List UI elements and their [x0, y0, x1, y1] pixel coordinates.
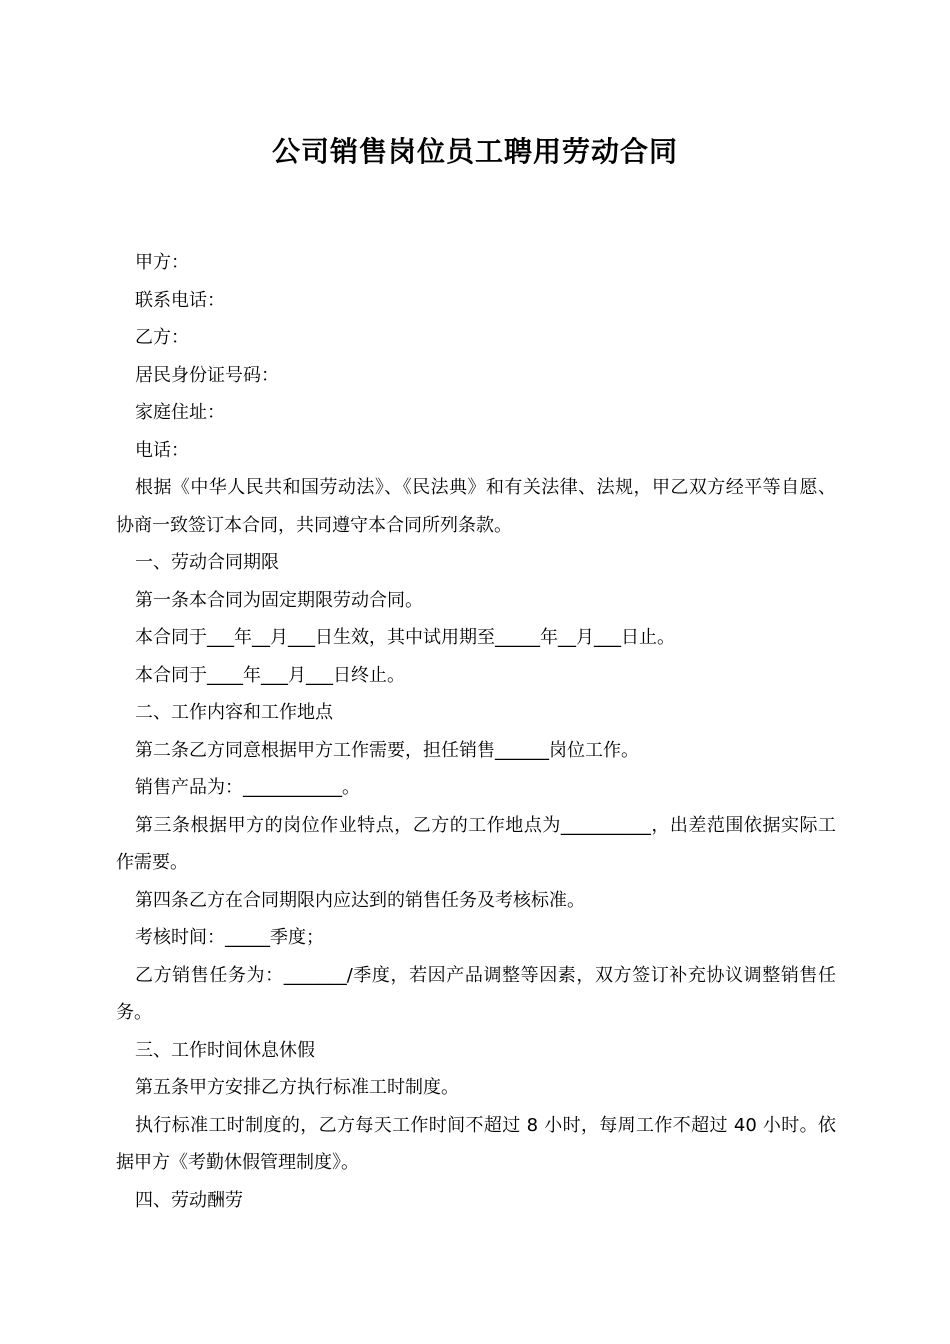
- article-5: 第五条甲方安排乙方执行标准工时制度。: [135, 1077, 459, 1098]
- standard-hours-paragraph: 执行标准工时制度的，乙方每天工作时间不超过 8 小时，每周工作不超过 40 小时。依据甲方《考勤休假管理制度》。: [116, 1114, 836, 1173]
- article-4: 第四条乙方在合同期限内应达到的销售任务及考核标准。: [135, 889, 585, 911]
- section-heading-remuneration: 四、劳动酬劳: [135, 1189, 243, 1211]
- section-heading-work: 二、工作内容和工作地点: [135, 702, 333, 723]
- document-title: 公司销售岗位员工聘用劳动合同: [271, 135, 678, 168]
- id-number-field: 居民身份证号码：: [135, 364, 279, 386]
- sales-target-line: 乙方销售任务为：_______/季度，若因产品调整等因素，双方签订补充协议调整销售任务。: [116, 964, 836, 1023]
- section-heading-hours: 三、工作时间休息休假: [135, 1039, 315, 1061]
- party-b-field: 乙方：: [135, 327, 189, 348]
- preamble-paragraph: 根据《中华人民共和国劳动法》、《民法典》和有关法律、法规，甲乙双方经平等自愿、协商一致签订本合同，共同遵守本合同所列条款。: [116, 477, 836, 536]
- party-b-phone-field: 电话：: [135, 439, 189, 461]
- termination-date-line: 本合同于____年___月___日终止。: [135, 664, 405, 686]
- effective-date-line: 本合同于___年__月___日生效，其中试用期至_____年__月___日止。: [135, 627, 675, 648]
- article-1: 第一条本合同为固定期限劳动合同。: [135, 589, 423, 611]
- party-a-phone-field: 联系电话：: [135, 289, 225, 311]
- home-address-field: 家庭住址：: [135, 402, 225, 423]
- sales-product-line: 销售产品为：___________。: [135, 777, 360, 798]
- article-2: 第二条乙方同意根据甲方工作需要，担任销售______岗位工作。: [135, 739, 639, 761]
- section-heading-term: 一、劳动合同期限: [135, 552, 279, 573]
- document-body: [116, 244, 836, 1219]
- article-3: 第三条根据甲方的岗位作业特点，乙方的工作地点为__________，出差范围依据实际工作需要。: [116, 814, 836, 873]
- assessment-time-line: 考核时间：_____季度；: [135, 927, 324, 948]
- party-a-field: 甲方：: [135, 252, 189, 273]
